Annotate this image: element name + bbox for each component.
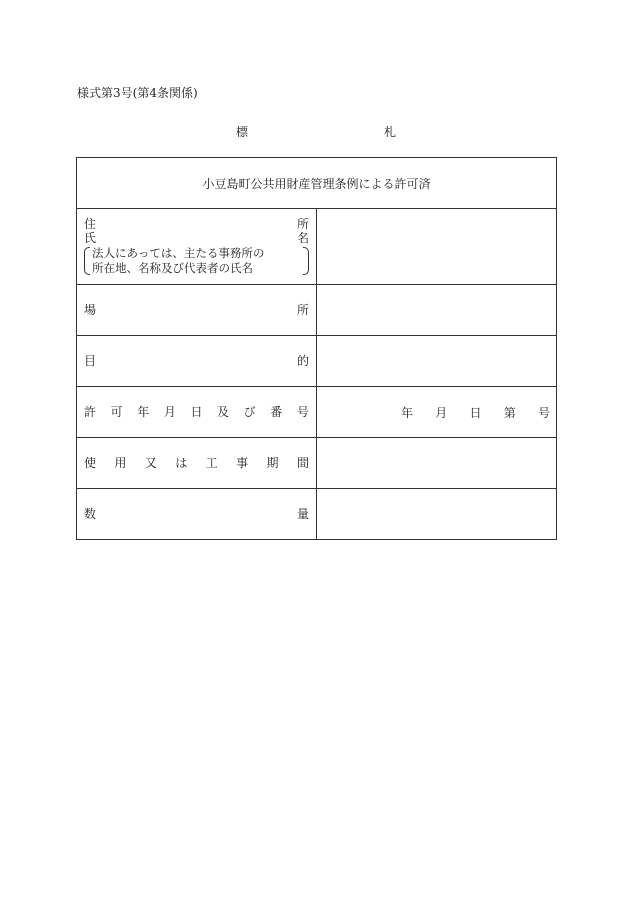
label-char: 氏 xyxy=(84,231,97,245)
label-char: 間 xyxy=(296,456,309,470)
label-char: 月 xyxy=(163,405,176,419)
title-char: 標 xyxy=(236,125,249,139)
label-char: 場 xyxy=(84,303,97,317)
label-char: 及 xyxy=(217,405,230,419)
sign-board-table xyxy=(76,157,557,540)
corporate-note-line: 所在地、名称及び代表者の氏名 xyxy=(92,261,253,275)
table-row xyxy=(77,489,557,540)
value-char: 号 xyxy=(537,405,550,420)
label-char: 的 xyxy=(296,354,309,368)
label-char: び xyxy=(243,405,256,419)
quantity-value[interactable] xyxy=(317,489,557,540)
table-row xyxy=(77,158,557,209)
table-row xyxy=(77,438,557,489)
label-char: 数 xyxy=(84,507,97,521)
label-char: 用 xyxy=(114,456,127,470)
label-char: 量 xyxy=(296,507,309,521)
permit-date-number-label xyxy=(77,387,317,438)
label-char: 期 xyxy=(266,456,279,470)
name-label xyxy=(84,231,309,245)
label-char: 所 xyxy=(296,303,309,317)
label-char: 名 xyxy=(296,231,309,245)
value-char: 日 xyxy=(469,405,482,420)
value-char: 年 xyxy=(401,405,414,420)
table-row xyxy=(77,387,557,438)
table-row xyxy=(77,336,557,387)
label-char: 年 xyxy=(137,405,150,419)
purpose-label xyxy=(77,336,317,387)
label-char: 事 xyxy=(236,456,249,470)
label-char: 日 xyxy=(190,405,203,419)
permit-date-number-value[interactable] xyxy=(317,387,557,438)
label-char: 住 xyxy=(84,217,97,231)
value-char: 月 xyxy=(435,405,448,420)
period-value[interactable] xyxy=(317,438,557,489)
value-char: 第 xyxy=(503,405,516,420)
document-title xyxy=(236,123,396,140)
label-char: 番 xyxy=(270,405,283,419)
label-char: 工 xyxy=(205,456,218,470)
address-name-value[interactable] xyxy=(317,209,557,285)
label-char: 使 xyxy=(84,456,97,470)
label-char: 許 xyxy=(84,405,97,419)
purpose-value[interactable] xyxy=(317,336,557,387)
label-char: 又 xyxy=(144,456,157,470)
period-label xyxy=(77,438,317,489)
table-row xyxy=(77,285,557,336)
label-char: 目 xyxy=(84,354,97,368)
title-char: 札 xyxy=(383,125,396,139)
label-char: 可 xyxy=(110,405,123,419)
corporate-note-line: 法人にあっては、主たる事務所の xyxy=(92,246,265,260)
table-header: 小豆島町公共用財産管理条例による許可済 xyxy=(77,158,557,209)
label-char: 所 xyxy=(296,217,309,231)
place-label xyxy=(77,285,317,336)
form-number: 様式第3号(第4条関係) xyxy=(77,86,198,100)
label-char: 号 xyxy=(296,405,309,419)
address-label xyxy=(84,217,309,231)
address-name-label xyxy=(77,209,317,285)
quantity-label xyxy=(77,489,317,540)
corporate-note xyxy=(84,246,309,276)
table-row xyxy=(77,209,557,285)
label-char: は xyxy=(175,456,188,470)
place-value[interactable] xyxy=(317,285,557,336)
